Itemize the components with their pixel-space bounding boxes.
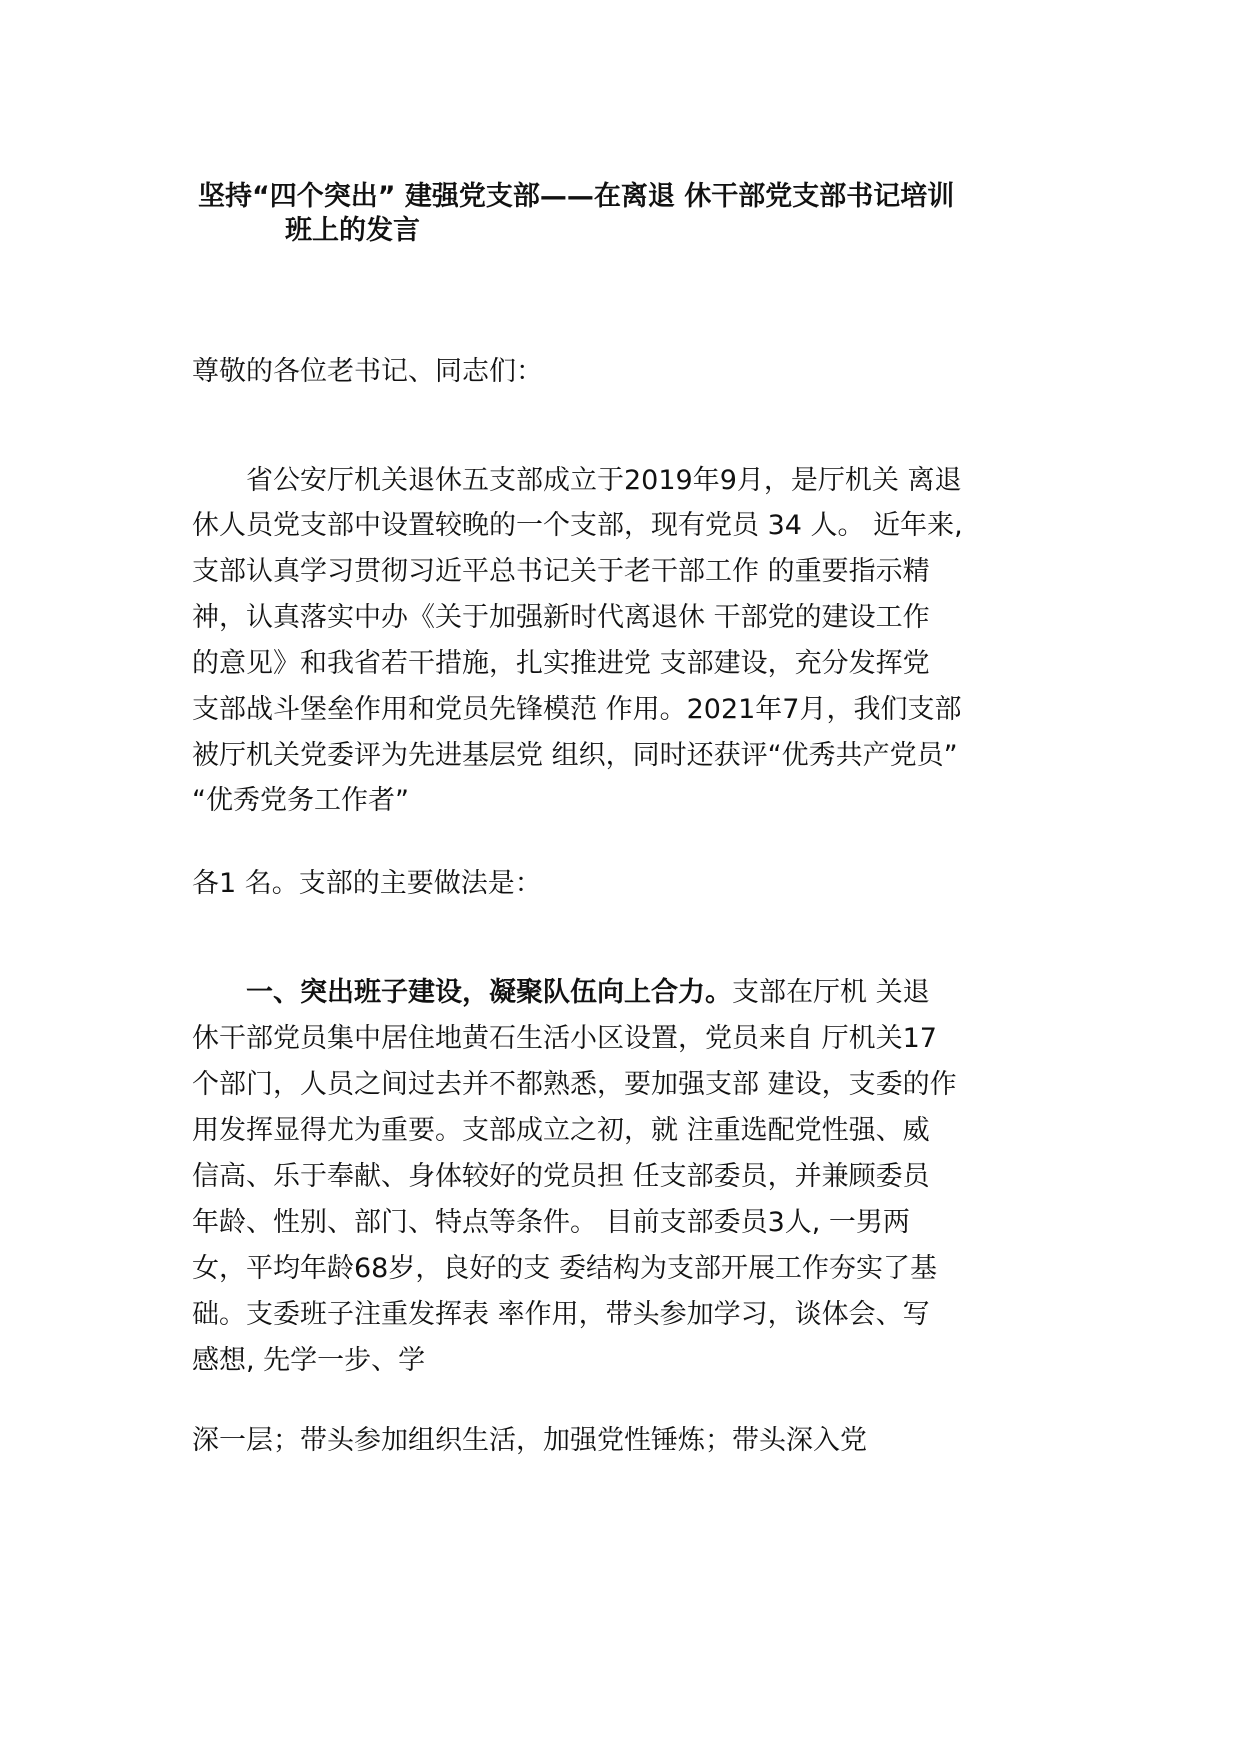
paragraph-1-line-2: 休人员党支部中设置较晚的一个支部，现有党员 34 人。 近年来, xyxy=(192,510,963,541)
section-1-line-1 xyxy=(192,972,930,1014)
salutation: 尊敬的各位老书记、同志们： xyxy=(192,356,543,387)
document-title-line-1: 坚持“四个突出” 建强党支部——在离退 休干部党支部书记培训 xyxy=(198,181,955,212)
document-title-line-2: 班上的发言 xyxy=(285,215,420,246)
section-1-tail: 深一层；带头参加组织生活，加强党性锤炼；带头深入党 xyxy=(192,1425,867,1456)
section-1-line-5: 信高、乐于奉献、身体较好的党员担 任支部委员，并兼顾委员 xyxy=(192,1161,930,1192)
section-1-line-4: 用发挥显得尤为重要。支部成立之初，就 注重选配党性强、威 xyxy=(192,1115,930,1146)
paragraph-1-line-5: 的意见》和我省若干措施，扎实推进党 支部建设，充分发挥党 xyxy=(192,648,930,679)
section-1-line-6: 年龄、性别、部门、特点等条件。 目前支部委员3人, 一男两 xyxy=(192,1207,910,1238)
paragraph-1-line-7: 被厅机关党委评为先进基层党 组织，同时还获评“优秀共产党员” xyxy=(192,740,958,771)
paragraph-1-line-4: 神，认真落实中办《关于加强新时代离退休 干部党的建设工作 xyxy=(192,602,930,633)
paragraph-1-tail: 各1 名。支部的主要做法是： xyxy=(192,868,542,899)
section-1-line-9: 感想, 先学一步、学 xyxy=(192,1345,426,1376)
section-1-first-line-text: 支部在厅机 关退 xyxy=(732,977,930,1008)
section-1-line-8: 础。支委班子注重发挥表 率作用，带头参加学习，谈体会、写 xyxy=(192,1299,930,1330)
paragraph-1-line-3: 支部认真学习贯彻习近平总书记关于老干部工作 的重要指示精 xyxy=(192,556,930,587)
section-1-line-2: 休干部党员集中居住地黄石生活小区设置，党员来自 厅机关17 xyxy=(192,1023,937,1054)
section-1-line-7: 女，平均年龄68岁，良好的支 委结构为支部开展工作夯实了基 xyxy=(192,1253,937,1284)
paragraph-1-line-1: 省公安厅机关退休五支部成立于2019年9月，是厅机关 离退 xyxy=(192,465,962,496)
section-1-heading: 一、突出班子建设，凝聚队伍向上合力。 xyxy=(192,977,732,1008)
paragraph-1-line-8: “优秀党务工作者” xyxy=(192,785,409,816)
section-1-line-3: 个部门，人员之间过去并不都熟悉，要加强支部 建设，支委的作 xyxy=(192,1069,957,1100)
paragraph-1-line-6: 支部战斗堡垒作用和党员先锋模范 作用。2021年7月，我们支部 xyxy=(192,694,962,725)
